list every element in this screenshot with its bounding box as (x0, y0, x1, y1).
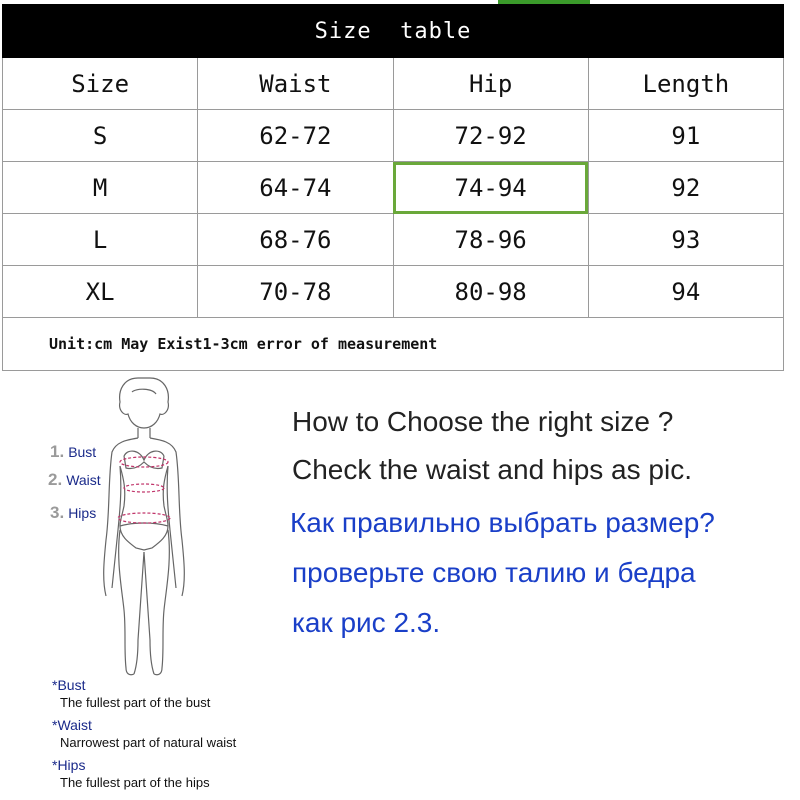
table-row (3, 162, 784, 214)
table-row (3, 266, 784, 318)
waist-number: 2. (48, 470, 63, 489)
legend-desc-hips: The fullest part of the hips (60, 775, 210, 790)
guide-english-line-2: Check the waist and hips as pic. (292, 454, 692, 485)
size-cell: M (3, 162, 198, 214)
guide-russian-line-2: проверьте свою талию и бедра (292, 557, 696, 588)
hips-text: Hips (68, 505, 97, 521)
size-cell: S (3, 110, 198, 162)
hip-cell: 72-92 (393, 110, 588, 162)
table-row (3, 110, 784, 162)
legend-desc-waist: Narrowest part of natural waist (60, 735, 237, 750)
bust-text: Bust (68, 444, 97, 460)
hip-cell: 78-96 (393, 214, 588, 266)
table-title: Size table (3, 5, 784, 58)
bust-number: 1. (50, 442, 65, 461)
hip-cell-highlighted: 74-94 (393, 162, 588, 214)
bust-label (50, 442, 96, 462)
legend-term-bust: *Bust (52, 677, 86, 693)
table-row (3, 214, 784, 266)
size-cell: L (3, 214, 198, 266)
table-note-row (3, 318, 784, 371)
legend-term-waist: *Waist (52, 717, 92, 733)
length-cell: 91 (588, 110, 783, 162)
hips-number: 3. (50, 503, 65, 522)
body-silhouette-icon (40, 370, 280, 690)
hip-cell: 80-98 (393, 266, 588, 318)
measurement-legend (52, 676, 292, 796)
size-table (2, 4, 784, 371)
table-header-row (3, 58, 784, 110)
waist-label (48, 470, 101, 490)
guide-english-line-1: How to Choose the right size ? (292, 406, 674, 437)
size-cell: XL (3, 266, 198, 318)
column-header-length: Length (588, 58, 783, 110)
waist-cell: 62-72 (198, 110, 393, 162)
body-measurement-figure (40, 370, 280, 690)
length-cell: 92 (588, 162, 783, 214)
hips-label (50, 503, 96, 523)
legend-desc-bust: The fullest part of the bust (60, 695, 211, 710)
legend-term-hips: *Hips (52, 757, 86, 773)
length-cell: 93 (588, 214, 783, 266)
table-title-row (3, 5, 784, 58)
waist-cell: 70-78 (198, 266, 393, 318)
column-header-waist: Waist (198, 58, 393, 110)
column-header-size: Size (3, 58, 198, 110)
length-cell: 94 (588, 266, 783, 318)
guide-russian-line-3: как рис 2.3. (292, 607, 441, 638)
column-header-hip: Hip (393, 58, 588, 110)
guide-russian-line-1: Как правильно выбрать размер? (290, 507, 715, 538)
size-guide-text (292, 398, 792, 648)
waist-cell: 64-74 (198, 162, 393, 214)
waist-cell: 68-76 (198, 214, 393, 266)
measurement-note: Unit:cm May Exist1-3cm error of measurement (3, 318, 784, 371)
waist-text: Waist (66, 472, 101, 488)
